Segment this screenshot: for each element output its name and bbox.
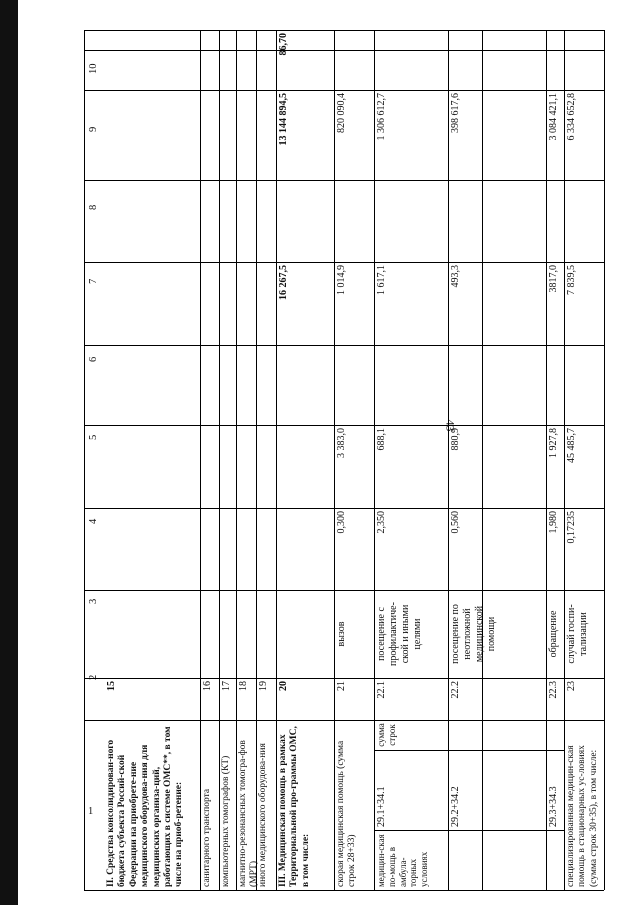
r20-c2: 20 xyxy=(278,681,289,691)
r21-c3: вызов xyxy=(336,621,347,647)
r22_2-c7: 493,3 xyxy=(450,265,461,288)
r22_1-c4: 2,350 xyxy=(376,511,387,534)
r22_1-c7: 1 617,1 xyxy=(376,265,387,295)
r22_1-c5: 688,1 xyxy=(376,428,387,451)
r23-c9: 6 334 652,8 xyxy=(566,93,577,141)
r23-c7: 7 839,5 xyxy=(566,265,577,295)
r22_2-c5: 880,9 xyxy=(450,428,461,451)
r22_2-c4: 0,560 xyxy=(450,511,461,534)
header-label-9: 9 xyxy=(88,126,99,132)
r19-c1: иного медицинского оборудова-ния xyxy=(258,743,268,887)
r22_3-sub: 29.3+34.3 xyxy=(548,786,559,827)
r22_3-c5: 1 927,8 xyxy=(548,428,559,458)
r15-c2: 15 xyxy=(106,681,117,691)
r16-c1: санитарного транспорта xyxy=(202,788,212,887)
r22_3-c4: 1,980 xyxy=(548,511,559,534)
page-number: 43 xyxy=(443,419,458,432)
r22_3-c7: 3817,0 xyxy=(548,265,559,293)
r21-c1: скорая медицинская помощь (сумма строк 28+33) xyxy=(336,740,358,887)
rotated-table xyxy=(84,30,604,890)
r22_2-c2: 22.2 xyxy=(450,681,461,699)
r22_1-c2: 22.1 xyxy=(376,681,387,699)
r22_1-c3: посещение с профилактиче-ской и иными целями xyxy=(376,602,423,666)
header-label-5: 5 xyxy=(88,434,99,440)
group-left-label: медицин-ская по-мощь в амбула-торных условиях xyxy=(376,834,430,887)
r23-c5: 45 485,7 xyxy=(566,428,577,463)
r16-c2: 16 xyxy=(202,681,213,691)
r23-c4: 0,17235 xyxy=(566,511,577,544)
r15-c1: II. Средства консолидирован-ного бюджета субъекта Россий-ской Федерации на приобрете-ние медицинского оборудова-ния для медицинских организа-ций, работающих в системе ОМС**, в том числе на приоб-ретение: xyxy=(106,726,185,887)
group-mid-label: сумма строк xyxy=(376,723,397,747)
r17-c1: компьютерных томографов (КТ) xyxy=(221,755,231,887)
header-label-7: 7 xyxy=(88,278,99,284)
r22_1-c9: 1 306 612,7 xyxy=(376,93,387,141)
r22_3-c2: 22.3 xyxy=(548,681,559,699)
r22_2-c9: 398 617,6 xyxy=(450,93,461,133)
header-label-4: 4 xyxy=(88,518,99,524)
r20-c9: 13 144 894,5 xyxy=(278,93,289,146)
r20-c7: 16 267,5 xyxy=(278,265,289,300)
r22_3-c9: 3 084 421,1 xyxy=(548,93,559,141)
r20-c10: 86,70 xyxy=(278,33,289,56)
header-label-3: 3 xyxy=(88,598,99,604)
r21-c5: 3 383,0 xyxy=(336,428,347,458)
header-label-6: 6 xyxy=(88,356,99,362)
r18-c2: 18 xyxy=(238,681,249,691)
r22_3-c3: обращение xyxy=(548,610,559,658)
header-label-10: 10 xyxy=(88,63,99,74)
r23-c1: специализированная медицин-ская помощь в стационарных ус-ловиях (сумма строк 30+35), в том числе: xyxy=(566,745,599,887)
r18-c1: магнитно-резонансных томогра-фов (МРТ) xyxy=(238,740,260,887)
header-label-1: 1 xyxy=(88,806,94,817)
r21-c2: 21 xyxy=(336,681,347,691)
scan-edge xyxy=(0,0,18,905)
r22_1-sub: 29.1+34.1 xyxy=(376,786,387,827)
r21-c7: 1 014,9 xyxy=(336,265,347,295)
r23-c2: 23 xyxy=(566,681,577,691)
r21-c4: 0,300 xyxy=(336,511,347,534)
r17-c2: 17 xyxy=(221,681,232,691)
r21-c9: 820 090,4 xyxy=(336,93,347,133)
header-label-2: 2 xyxy=(88,674,99,680)
r23-c3: случай госпи-тализации xyxy=(566,604,589,664)
r22_2-sub: 29.2+34.2 xyxy=(450,786,461,827)
r19-c2: 19 xyxy=(258,681,269,691)
r22_2-c3: посещение по неотложной медицинской помощи xyxy=(450,604,497,664)
r20-c1: III. Медицинская помощь в рамках Территориальной про-граммы ОМС, в том числе: xyxy=(278,726,311,887)
header-label-8: 8 xyxy=(88,204,99,210)
